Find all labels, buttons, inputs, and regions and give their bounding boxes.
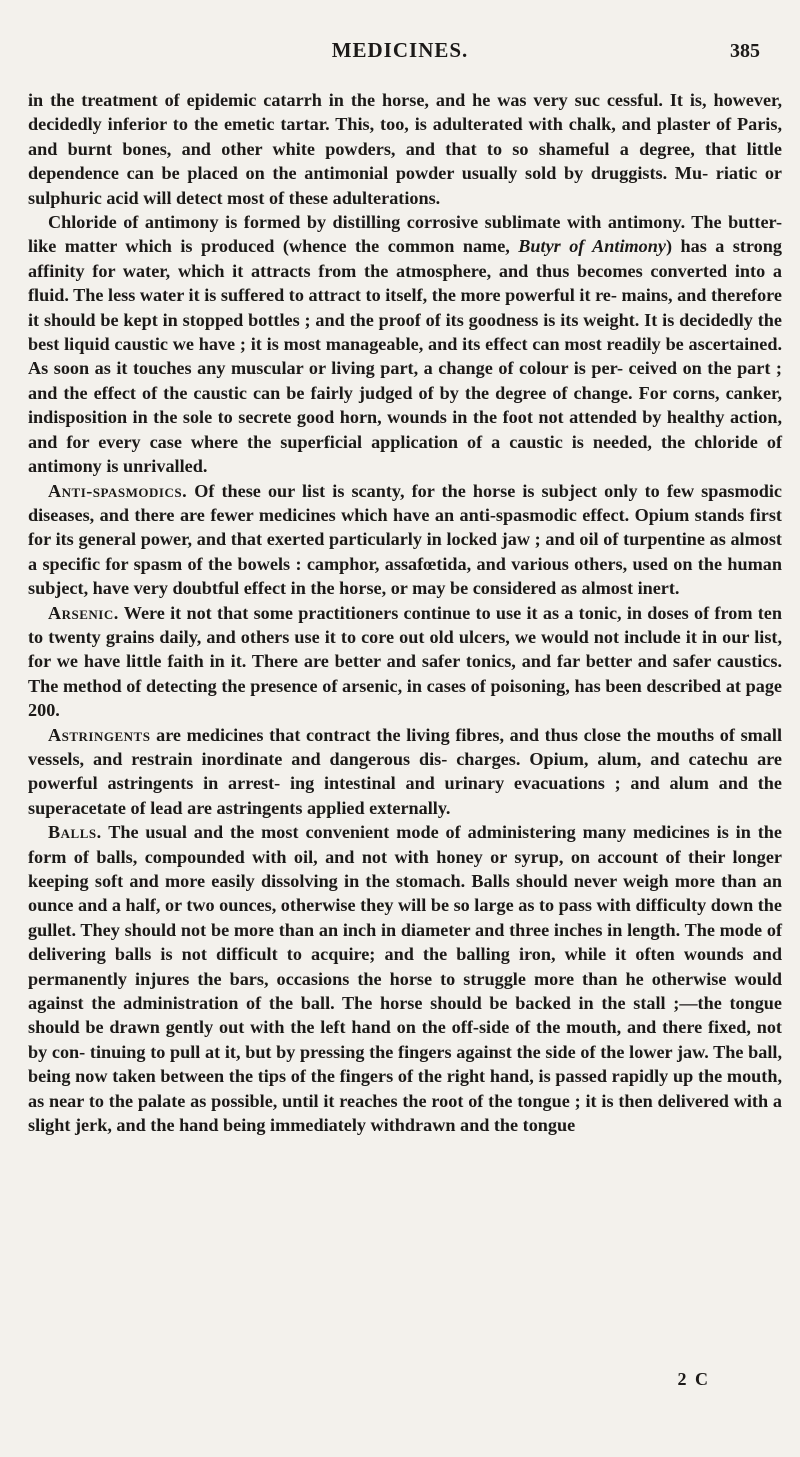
italic-term: Butyr of Antimony xyxy=(518,236,666,257)
paragraph-balls xyxy=(28,820,782,1137)
paragraph-arsenic xyxy=(28,601,782,723)
paragraph-text: in the treatment of epidemic catarrh in the horse, and he was very suc cessful. It is, however, decidedly inferior to the emetic tartar. This, too, is adulterated with chalk, and plaster of Paris, and burnt bones, and other white powders, and that to so shameful a degree, that little dependence can be placed on the antimonial powder usually sold by druggists. Mu- riatic or sulphuric acid will detect most of these adulterations. xyxy=(28,90,782,208)
paragraph-text: The usual and the most convenient mode of administering many medicines is in the form of balls, compounded with oil, and not with honey or syrup, on account of their longer keeping soft and more easily dissolving in the stomach. Balls should never weigh more than an ounce and a half, or two ounces, otherwise they will be so large as to pass with difficulty down the gullet. They should not be more than an inch in diameter and three inches in length. The mode of delivering balls is not difficult to acquire; and the balling iron, while it often wounds and permanently injures the bars, occasions the horse to struggle more than he otherwise would against the administration of the ball. The horse should be backed in the stall ;—the tongue should be drawn gently out with the left hand on the off-side of the mouth, and there fixed, not by con- tinuing to pull at it, but by pressing the fingers against the side of the lower jaw. The ball, being now taken between the tips of the fingers of the right hand, is passed rapidly up the mouth, as near to the palate as possible, until it reaches the root of the tongue ; it is then delivered with a slight jerk, and the hand being immediately withdrawn and the tongue xyxy=(28,822,782,1136)
running-head xyxy=(0,38,800,68)
paragraph-anti-spasmodics xyxy=(28,479,782,601)
entry-heading: Astringents xyxy=(48,724,151,745)
paragraph-text: Of these our list is scanty, for the horse is subject only to few spasmodic diseases, and there are fewer medicines which have an anti-spasmodic effect. Opium stands first for its general power, and that exerted particularly in locked jaw ; and oil of turpentine as almost a specific for spasm of the bowels : camphor, assafœtida, and various others, used on the human subject, have very doubtful effect in the horse, or may be considered as almost inert. xyxy=(28,480,782,599)
paragraph-astringents xyxy=(28,723,782,821)
entry-heading: Anti-spasmodics. xyxy=(48,480,188,501)
entry-heading: Balls. xyxy=(48,822,102,843)
page-number: 385 xyxy=(730,40,760,62)
paragraph-text: are medicines that contract the living fibres, and thus close the mouths of small vessels, and restrain inordinate and dangerous dis- charges. Opium, alum, and catechu are powerful astringents in arrest- ing intestinal and urinary evacuations ; and alum and the superacetate of lead are astringents applied externally. xyxy=(28,724,782,818)
body-text xyxy=(28,88,782,1137)
paragraph-text: Were it not that some practitioners continue to use it as a tonic, in doses of from ten to twenty grains daily, and others use it to core out old ulcers, we would not include it in our list, for we have little faith in it. There are better and safer tonics, and far better and safer caustics. The method of detecting the presence of arsenic, in cases of poisoning, has been described at page 200. xyxy=(28,602,782,721)
signature-mark: 2 C xyxy=(677,1369,710,1389)
paragraph-text: ) has a strong affinity for water, which it attracts from the atmosphere, and thus becomes converted into a fluid. The less water it is suffered to attract to itself, the more powerful it re- mains, and therefore it should be kept in stopped bottles ; and the proof of its goodness is its weight. It is decidedly the best liquid caustic we have ; it is most manageable, and its effect can most readily be ascertained. As soon as it touches any muscular or living part, a change of colour is per- ceived on the part ; and the effect of the caustic can be fairly judged of by the degree of change. For corns, canker, indisposition in the sole to secrete good horn, wounds in the foot not attended by healthy action, and for every case where the superficial application of a caustic is needed, the chloride of antimony is unrivalled. xyxy=(28,236,782,477)
paragraph-text: Chloride of antimony is formed by distilling corrosive sublimate with antimony. The butter-like matter which is produced (whence the common name, xyxy=(28,212,782,257)
paragraph-chloride-of-antimony xyxy=(28,210,782,478)
running-title: MEDICINES. xyxy=(331,38,469,62)
entry-heading: Arsenic. xyxy=(48,602,119,623)
paragraph-antimonial-powder xyxy=(28,88,782,210)
